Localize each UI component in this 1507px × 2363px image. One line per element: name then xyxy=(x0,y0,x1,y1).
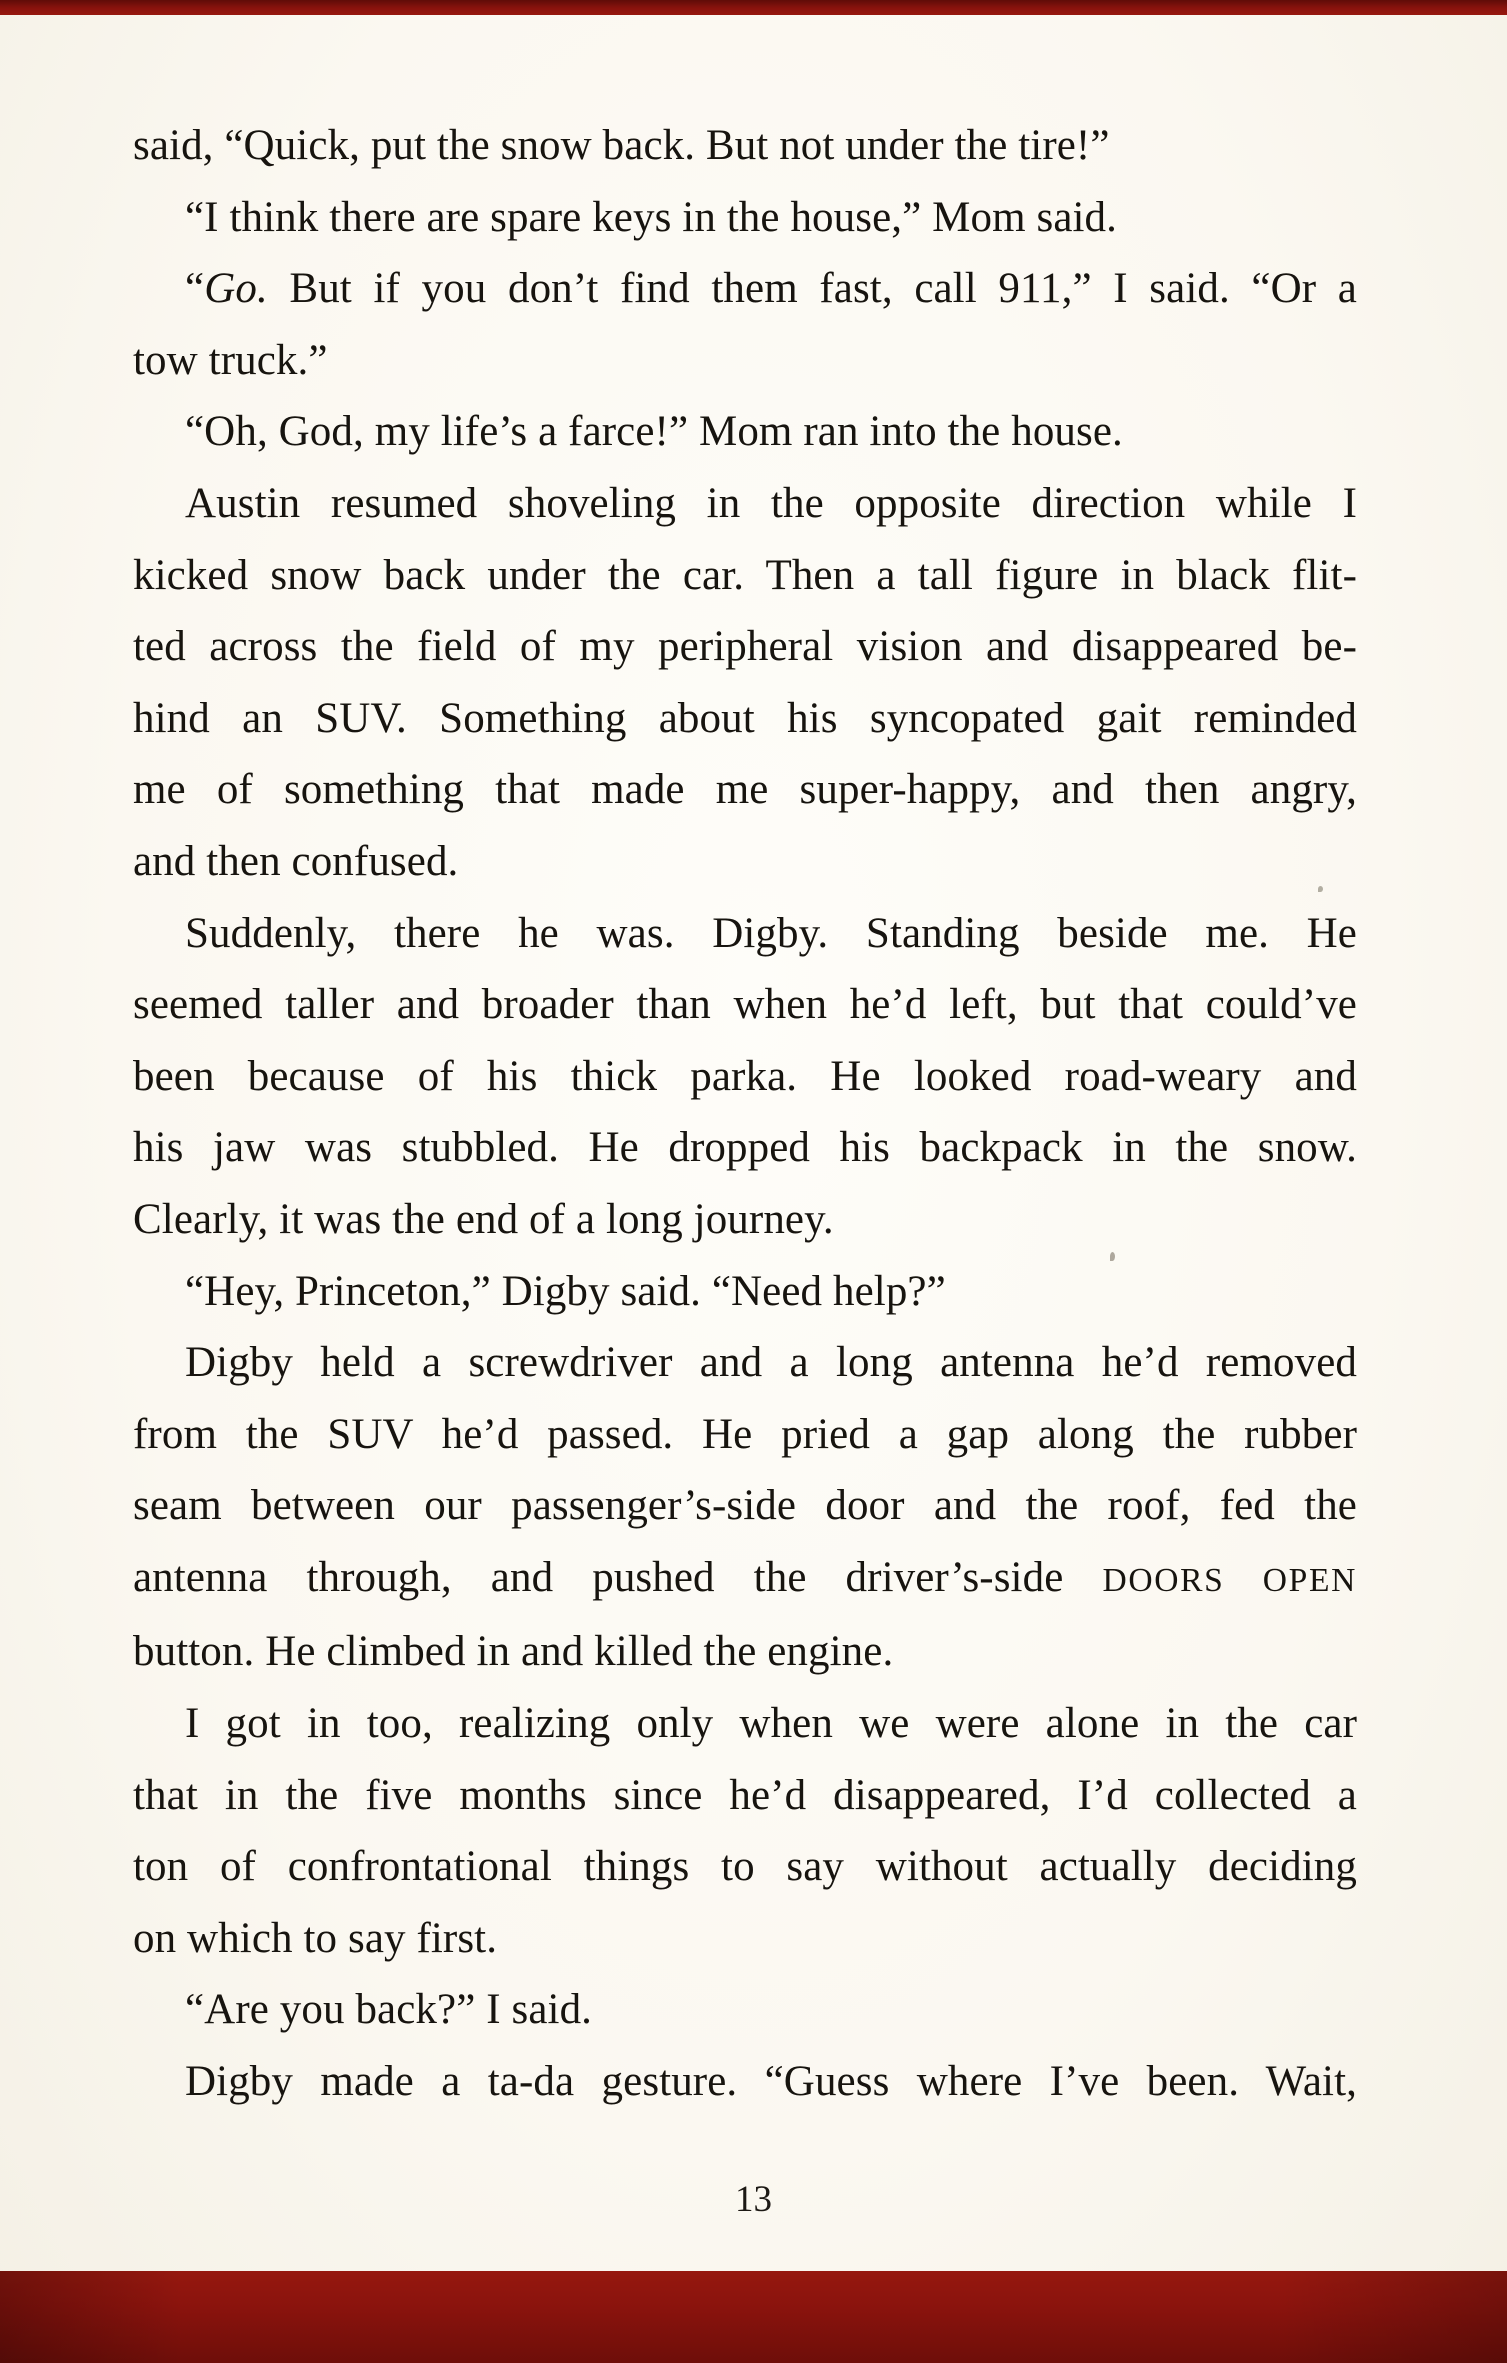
text-line xyxy=(133,325,1357,397)
text-segment: ted across the field of my peripheral vision and disappeared be- xyxy=(133,623,1357,671)
text-segment: antenna through, and pushed the driver’s-side xyxy=(133,1553,1103,1601)
text-segment: Digby held a screwdriver and a long antenna he’d removed xyxy=(185,1339,1357,1387)
text-line xyxy=(133,754,1357,826)
text-segment: Clearly, it was the end of a long journey. xyxy=(133,1195,834,1243)
text-segment: seemed taller and broader than when he’d left, but that could’ve xyxy=(133,981,1357,1029)
text-segment: on which to say first. xyxy=(133,1914,498,1962)
text-segment: “Oh, God, my life’s a farce!” Mom ran into the house. xyxy=(185,408,1123,456)
text-line xyxy=(133,540,1357,612)
text-segment: “Are you back?” I said. xyxy=(185,1986,593,2034)
text-segment: been because of his thick parka. He looked road-weary and xyxy=(133,1052,1357,1100)
scan-speck xyxy=(1110,1252,1115,1261)
text-segment: his jaw was stubbled. He dropped his backpack in the snow. xyxy=(133,1124,1357,1172)
text-segment: I got in too, realizing only when we were alone in the car xyxy=(185,1700,1357,1748)
text-segment: “Hey, Princeton,” Digby said. “Need help?” xyxy=(185,1267,946,1315)
text-line xyxy=(133,1974,1357,2046)
text-line xyxy=(133,253,1357,325)
text-line xyxy=(133,1256,1357,1328)
text-segment: that in the five months since he’d disappeared, I’d collected a xyxy=(133,1771,1357,1819)
text-line xyxy=(133,2046,1357,2118)
text-segment: Digby made a ta-da gesture. “Guess where I’ve been. Wait, xyxy=(185,2058,1357,2106)
text-segment: from the SUV he’d passed. He pried a gap along the rubber xyxy=(133,1410,1357,1458)
page-text xyxy=(133,110,1357,2118)
text-line xyxy=(133,1470,1357,1542)
scan-speck xyxy=(1318,886,1323,892)
text-line xyxy=(133,1112,1357,1184)
text-segment: tow truck.” xyxy=(133,336,328,384)
text-line xyxy=(133,969,1357,1041)
text-line xyxy=(133,1831,1357,1903)
text-segment: ton of confrontational things to say without actually deciding xyxy=(133,1843,1357,1891)
text-segment-smallcaps: DOORS OPEN xyxy=(1102,1561,1358,1599)
text-line xyxy=(133,1903,1357,1975)
text-segment: Austin resumed shoveling in the opposite direction while I xyxy=(185,479,1357,527)
text-line xyxy=(133,1399,1357,1471)
text-segment: me of something that made me super-happy, and then angry, xyxy=(133,766,1357,814)
text-segment: kicked snow back under the car. Then a tall figure in black flit- xyxy=(133,551,1357,599)
scan-edge-bottom xyxy=(0,2271,1507,2363)
text-line xyxy=(133,110,1357,182)
text-segment: and then confused. xyxy=(133,837,459,885)
text-segment: “ xyxy=(185,265,205,313)
text-segment: “I think there are spare keys in the house,” Mom said. xyxy=(185,193,1117,241)
page-number: 13 xyxy=(735,2179,772,2220)
text-line xyxy=(133,898,1357,970)
text-segment-italic: Go. xyxy=(204,265,268,313)
text-line xyxy=(133,1542,1357,1617)
text-segment: But if you don’t find them fast, call 911,” I said. “Or a xyxy=(267,265,1357,313)
text-segment: said, “Quick, put the snow back. But not under the tire!” xyxy=(133,122,1110,169)
text-line xyxy=(133,1616,1357,1688)
text-segment: button. He climbed in and killed the engine. xyxy=(133,1628,894,1676)
text-segment: Suddenly, there he was. Digby. Standing beside me. He xyxy=(185,909,1357,957)
text-segment: seam between our passenger’s-side door and the roof, fed the xyxy=(133,1482,1357,1530)
text-line xyxy=(133,826,1357,898)
text-line xyxy=(133,1327,1357,1399)
text-line xyxy=(133,396,1357,468)
text-line xyxy=(133,683,1357,755)
text-line xyxy=(133,182,1357,254)
text-line xyxy=(133,1688,1357,1760)
text-line xyxy=(133,468,1357,540)
text-segment: hind an SUV. Something about his syncopated gait reminded xyxy=(133,694,1357,742)
text-line xyxy=(133,1184,1357,1256)
text-line xyxy=(133,1041,1357,1113)
scan-edge-top xyxy=(0,0,1507,15)
text-line xyxy=(133,1760,1357,1832)
text-line xyxy=(133,611,1357,683)
